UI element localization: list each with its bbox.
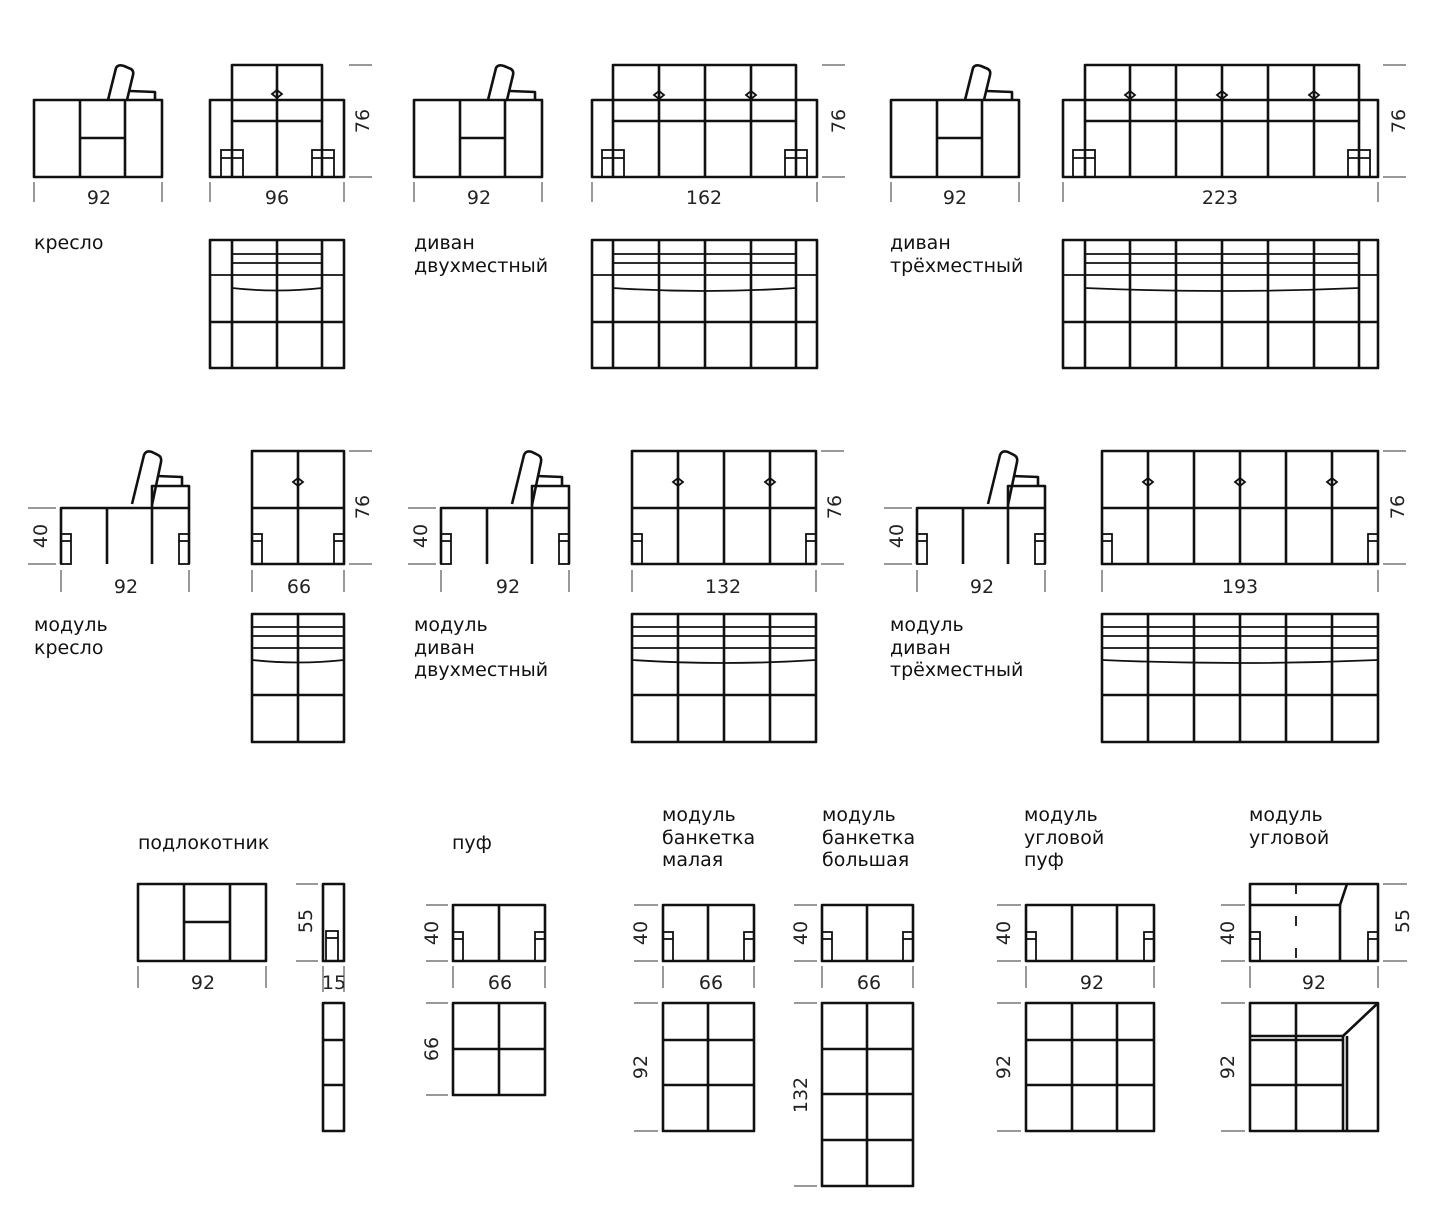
dim-corner-width: 92 (1301, 972, 1327, 994)
dim-corner-height: 55 (1392, 908, 1414, 934)
sofa3-side-view (891, 65, 1019, 177)
module-sofa3-side-view (917, 451, 1045, 564)
dim-bench-small-depth: 92 (630, 1054, 652, 1080)
label-pouf: пуф (452, 832, 492, 854)
module-sofa2-side-view (441, 451, 569, 564)
dim-armrest-depth: 15 (321, 972, 347, 994)
dim-m-sofa2-side-width: 92 (495, 576, 521, 598)
label-module-sofa-two-seater: модуль диван двухместный (414, 614, 549, 681)
label-bench-large: модуль банкетка большая (822, 804, 916, 871)
dim-corner-pouf-height: 40 (993, 920, 1015, 946)
pouf-top-view (453, 1003, 545, 1095)
dim-bench-large-depth: 132 (790, 1076, 812, 1114)
sofa3-top-view (1063, 240, 1378, 368)
label-armrest: подлокотник (138, 832, 270, 854)
sofa2-top-view (592, 240, 817, 368)
module-sofa3-front-view (1102, 451, 1378, 564)
dim-armrest-height: 55 (295, 908, 317, 934)
dim-pouf-width: 66 (487, 972, 513, 994)
label-sofa-two-seater: диван двухместный (414, 232, 549, 277)
dim-sofa2-height: 76 (828, 108, 850, 134)
dim-bench-large-width: 66 (856, 972, 882, 994)
dim-corner-depth: 92 (1217, 1054, 1239, 1080)
dim-m-sofa3-height: 76 (1387, 494, 1409, 520)
sofa3-front-view (1063, 65, 1378, 177)
armrest-top-view (323, 1003, 344, 1131)
armrest-front-view (323, 884, 344, 961)
bench-large-top-view (822, 1003, 913, 1186)
dim-m-armchair-height: 76 (352, 494, 374, 520)
dim-m-sofa3-front-width: 193 (1221, 576, 1259, 598)
dim-m-sofa2-front-width: 132 (704, 576, 742, 598)
dim-pouf-height: 40 (421, 920, 443, 946)
label-module-sofa-three-seater: модуль диван трёхместный (890, 614, 1024, 681)
module-sofa2-top-view (632, 614, 816, 742)
pouf-front-view (453, 905, 545, 961)
dim-sofa3-side-width: 92 (942, 187, 968, 209)
dim-bench-small-height: 40 (630, 920, 652, 946)
dim-bench-small-width: 66 (698, 972, 724, 994)
label-module-armchair: модуль кресло (34, 614, 108, 659)
dim-sofa2-side-width: 92 (466, 187, 492, 209)
dim-armchair-height: 76 (352, 108, 374, 134)
dim-sofa3-height: 76 (1388, 108, 1410, 134)
module-armchair-front-view (252, 451, 344, 564)
corner-pouf-top-view (1026, 1003, 1154, 1131)
sofa2-side-view (414, 65, 542, 177)
label-sofa-three-seater: диван трёхместный (890, 232, 1024, 277)
module-armchair-top-view (252, 614, 344, 742)
dim-corner-seat-height: 40 (1217, 920, 1239, 946)
armrest-side-view (138, 884, 266, 961)
armchair-top-view (210, 240, 344, 368)
dim-armchair-side-width: 92 (86, 187, 112, 209)
bench-large-front-view (822, 905, 913, 961)
armchair-side-view (34, 65, 162, 177)
bench-small-top-view (663, 1003, 754, 1131)
corner-module-front-view (1250, 884, 1378, 961)
dim-armchair-front-width: 96 (264, 187, 290, 209)
dim-corner-pouf-width: 92 (1079, 972, 1105, 994)
module-armchair-side-view (61, 451, 189, 564)
module-sofa2-front-view (632, 451, 816, 564)
dim-sofa2-front-width: 162 (685, 187, 723, 209)
label-armchair: кресло (34, 232, 104, 254)
dim-m-sofa3-seat-height: 40 (886, 523, 908, 549)
dim-m-sofa2-height: 76 (824, 494, 846, 520)
label-corner-module: модуль угловой (1249, 804, 1330, 849)
corner-pouf-front-view (1026, 905, 1154, 961)
bench-small-front-view (663, 905, 754, 961)
dim-m-armchair-front-width: 66 (286, 576, 312, 598)
module-sofa3-top-view (1102, 614, 1378, 742)
armchair-front-view (210, 65, 344, 177)
sofa2-front-view (592, 65, 817, 177)
dim-m-sofa3-side-width: 92 (969, 576, 995, 598)
dim-m-sofa2-seat-height: 40 (410, 523, 432, 549)
dim-m-armchair-side-width: 92 (113, 576, 139, 598)
dim-corner-pouf-depth: 92 (993, 1054, 1015, 1080)
dim-sofa3-front-width: 223 (1201, 187, 1239, 209)
row2-dimensions (28, 451, 1406, 592)
row1-dimensions (34, 65, 1406, 202)
dim-m-armchair-seat-height: 40 (30, 523, 52, 549)
dim-armrest-width: 92 (190, 972, 216, 994)
corner-module-top-view (1250, 1003, 1378, 1131)
dim-pouf-depth: 66 (421, 1036, 443, 1062)
label-corner-pouf: модуль угловой пуф (1024, 804, 1105, 871)
label-bench-small: модуль банкетка малая (662, 804, 756, 871)
dim-bench-large-height: 40 (790, 920, 812, 946)
